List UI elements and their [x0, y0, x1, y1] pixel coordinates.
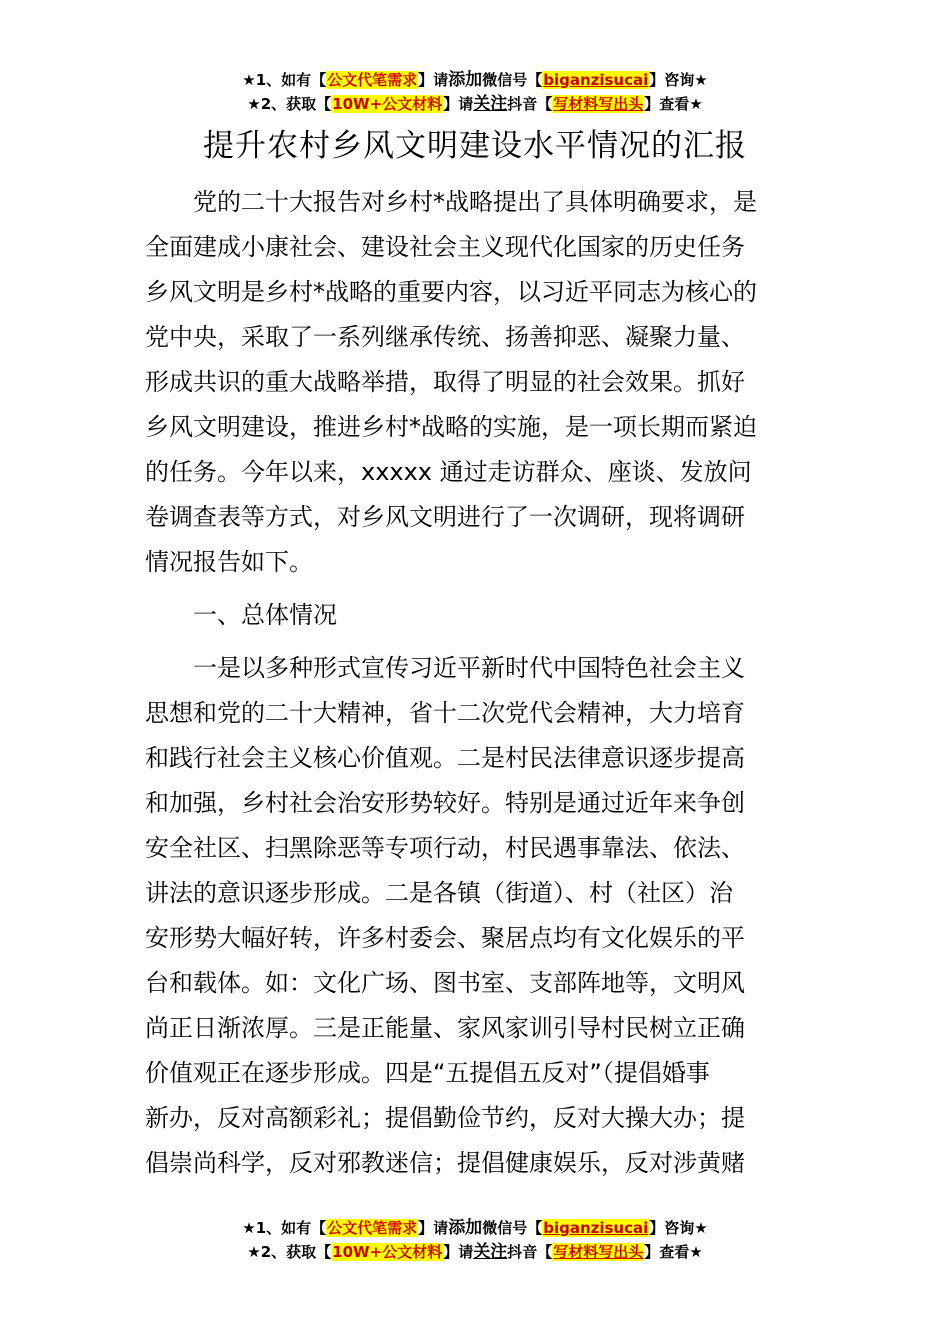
header-banner	[0, 68, 950, 116]
paragraph-gap	[145, 585, 810, 593]
header-wechat-id: biganzisucai	[543, 71, 649, 89]
header-highlight-materials: 10W+公文材料	[332, 95, 443, 113]
body-line: 党中央，采取了一系列继承传统、扬善抑恶、凝聚力量、	[145, 323, 745, 351]
footer-line-2-suffix: 】查看★	[644, 1243, 703, 1261]
header-line-1-suffix: 】咨询★	[649, 71, 708, 89]
footer-line-1-mid2: 微信号【	[482, 1219, 543, 1237]
body-line: 倡崇尚科学，反对邪教迷信；提倡健康娱乐，反对涉黄赌	[145, 1149, 745, 1177]
header-follow-label: 关注	[473, 94, 508, 114]
body-line: 尚正日渐浓厚。三是正能量、家风家训引导村民树立正确	[145, 1014, 745, 1042]
footer-highlight-materials: 10W+公文材料	[332, 1243, 443, 1261]
footer-line-2	[0, 1240, 950, 1264]
header-line-2	[0, 92, 950, 116]
paragraph-gap	[145, 638, 810, 646]
footer-line-1	[0, 1216, 950, 1240]
body-line: 讲法的意识逐步形成。二是各镇（街道）、村（社区）治	[145, 879, 733, 907]
footer-line-2-mid: 】请	[443, 1243, 474, 1261]
body-line: 卷调查表等方式，对乡风文明进行了一次调研，现将调研	[145, 503, 745, 531]
body-line: 价值观正在逐步形成。四是“五提倡五反对”（提倡婚事	[145, 1059, 710, 1087]
header-line-2-suffix: 】查看★	[644, 95, 703, 113]
body-line: 全面建成小康社会、建设社会主义现代化国家的历史任务	[145, 233, 745, 261]
header-highlight-service: 公文代笔需求	[327, 71, 418, 89]
body-line: 和加强，乡村社会治安形势较好。特别是通过近年来争创	[145, 789, 745, 817]
header-line-1-mid2: 微信号【	[482, 71, 543, 89]
header-douyin-id: 写材料写出头	[553, 95, 644, 113]
footer-highlight-service: 公文代笔需求	[327, 1219, 418, 1237]
footer-line-1-mid: 】请	[418, 1219, 449, 1237]
header-line-1-mid: 】请	[418, 71, 449, 89]
section-heading: 一、总体情况	[145, 601, 337, 629]
footer-line-2-mid2: 抖音【	[507, 1243, 553, 1261]
footer-line-1-prefix: ★1、如有【	[242, 1219, 327, 1237]
body-line: 的任务。今年以来，xxxxx 通过走访群众、座谈、发放问	[145, 458, 752, 486]
body-line: 台和载体。如：文化广场、图书室、支部阵地等，文明风	[145, 969, 745, 997]
body-line: 一是以多种形式宣传习近平新时代中国特色社会主义	[145, 654, 745, 682]
footer-line-1-suffix: 】咨询★	[649, 1219, 708, 1237]
body-line: 安形势大幅好转，许多村委会、聚居点均有文化娱乐的平	[145, 924, 745, 952]
body-line: 党的二十大报告对乡村*战略提出了具体明确要求，是	[145, 188, 757, 216]
body-line: 乡风文明是乡村*战略的重要内容，以习近平同志为核心的	[145, 278, 757, 306]
header-add-label: 添加	[448, 70, 483, 90]
header-line-2-mid2: 抖音【	[507, 95, 553, 113]
header-line-1	[0, 68, 950, 92]
footer-wechat-id: biganzisucai	[543, 1219, 649, 1237]
body-line: 情况报告如下。	[145, 548, 313, 576]
footer-line-2-prefix: ★2、获取【	[247, 1243, 332, 1261]
document-title: 提升农村乡风文明建设水平情况的汇报	[203, 128, 747, 164]
footer-add-label: 添加	[448, 1218, 483, 1238]
body-line: 乡风文明建设，推进乡村*战略的实施，是一项长期而紧迫	[145, 413, 757, 441]
body-line: 新办，反对高额彩礼；提倡勤俭节约，反对大操大办；提	[145, 1104, 745, 1132]
footer-banner	[0, 1216, 950, 1264]
body-line: 安全社区、扫黑除恶等专项行动，村民遇事靠法、依法、	[145, 834, 745, 862]
body-line: 和践行社会主义核心价值观。二是村民法律意识逐步提高	[145, 744, 745, 772]
header-line-2-prefix: ★2、获取【	[247, 95, 332, 113]
footer-follow-label: 关注	[473, 1242, 508, 1262]
body-line: 思想和党的二十大精神，省十二次党代会精神，大力培育	[145, 699, 745, 727]
body-line: 形成共识的重大战略举措，取得了明显的社会效果。抓好	[145, 368, 745, 396]
header-line-2-mid: 】请	[443, 95, 474, 113]
document-body	[145, 180, 810, 1186]
footer-douyin-id: 写材料写出头	[553, 1243, 644, 1261]
header-line-1-prefix: ★1、如有【	[242, 71, 327, 89]
